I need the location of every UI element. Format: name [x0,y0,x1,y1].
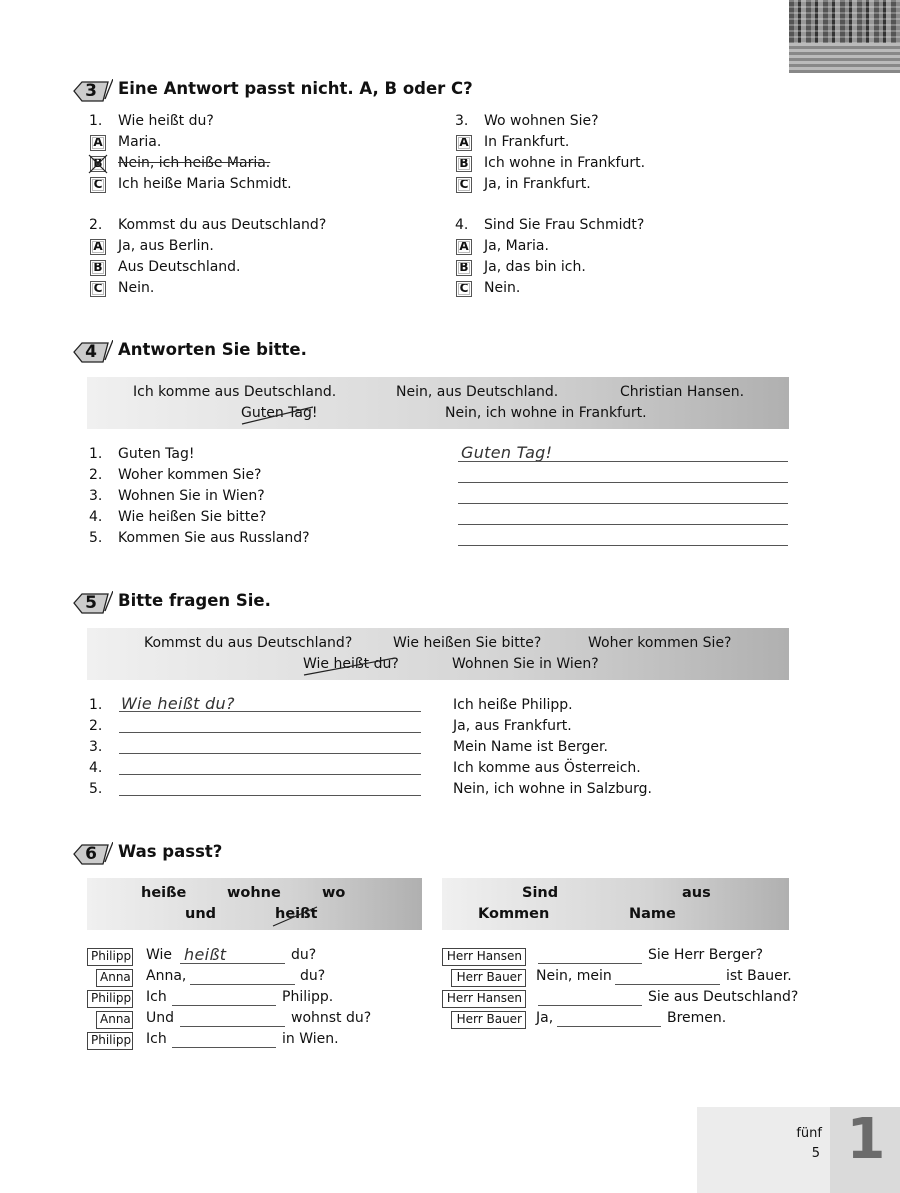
option-a[interactable]: A Ja, Maria. [455,236,795,257]
word-bank-item-used: heißt [275,906,318,922]
word-bank-item: Nein, aus Deutschland. [396,384,559,400]
word-bank-item-used: Wie heißt du? [303,656,399,672]
option-a[interactable]: A Ja, aus Berlin. [89,236,429,257]
strike-line-icon [239,405,319,427]
option-a-box[interactable]: A [90,135,106,151]
answer-handwritten: heißt [184,945,227,964]
option-b-box[interactable]: B [90,260,106,276]
footer-page-panel [697,1107,830,1193]
answer-line-3[interactable] [458,503,788,504]
word-bank-item: und [185,906,217,922]
speaker-tag: Herr Hansen [442,990,526,1008]
section-5-number-badge: 5 [73,591,113,615]
question-4: 4. Sind Sie Frau Schmidt? A Ja, Maria. B Ja, das bin ich. C Nein. [455,215,795,305]
section-4-word-bank [87,377,789,429]
blank-line[interactable] [557,1026,661,1027]
section-6-left-word-bank [87,878,422,930]
word-bank-item: wo [322,885,346,901]
blank-line[interactable] [180,963,285,964]
speaker-tag: Philipp [87,948,133,966]
section-6-right-word-bank [442,878,789,930]
answer-line-3[interactable] [119,753,421,754]
section-6-title: Was passt? [118,842,223,861]
option-c-box[interactable]: C [456,177,472,193]
speaker-tag: Anna [96,969,133,987]
answer-line-4[interactable] [119,774,421,775]
option-c-box[interactable]: C [456,281,472,297]
question-1: 1. Wie heißt du? A Maria. B Nein, ich heiße Maria. C Ich heiße Maria Schmidt. [89,111,429,201]
speaker-tag: Philipp [87,990,133,1008]
question-2: 2. Kommst du aus Deutschland? A Ja, aus Berlin. B Aus Deutschland. C Nein. [89,215,429,305]
question-3: 3. Wo wohnen Sie? A In Frankfurt. B Ich wohne in Frankfurt. C Ja, in Frankfurt. [455,111,795,201]
word-bank-item: Wie heißen Sie bitte? [393,635,542,651]
page-number-word: fünf [796,1126,822,1141]
word-bank-item: Woher kommen Sie? [588,635,732,651]
option-c[interactable]: C Ja, in Frankfurt. [455,174,795,195]
blank-line[interactable] [180,1026,285,1027]
word-bank-item: Nein, ich wohne in Frankfurt. [445,405,647,421]
section-3-number-badge: 3 [73,79,113,103]
option-b[interactable]: B Ich wohne in Frankfurt. [455,153,795,174]
chapter-number: 1 [846,1107,886,1172]
answer-line-1[interactable] [119,711,421,712]
option-c-box[interactable]: C [90,177,106,193]
section-4-questions: 1. Guten Tag! 2. Woher kommen Sie? 3. Wohnen Sie in Wien? 4. Wie heißen Sie bitte? 5. Kommen Sie aus Russland? [89,446,310,546]
strike-line-icon [301,656,401,678]
word-bank-item-used: Guten Tag! [241,405,318,421]
option-a[interactable]: A In Frankfurt. [455,132,795,153]
option-a-box[interactable]: A [90,239,106,255]
answer-line-2[interactable] [119,732,421,733]
answer-line-2[interactable] [458,482,788,483]
header-photo [789,0,900,73]
option-a-box[interactable]: A [456,135,472,151]
answer-handwritten: Wie heißt du? [121,694,235,713]
word-bank-item: Kommen [478,906,550,922]
cross-mark-icon [87,153,109,175]
word-bank-item: Name [629,906,676,922]
section-6-number-badge: 6 [73,842,113,866]
section-4-title: Antworten Sie bitte. [118,340,307,359]
word-bank-item: Sind [522,885,559,901]
blank-line[interactable] [538,1005,642,1006]
word-bank-item: Christian Hansen. [620,384,745,400]
blank-line[interactable] [172,1005,276,1006]
word-bank-item: heiße [141,885,187,901]
option-b[interactable]: B Ja, das bin ich. [455,257,795,278]
blank-line[interactable] [190,984,295,985]
section-5-numbers: 1. 2. 3. 4. 5. [89,697,103,797]
section-5-responses: Ich heiße Philipp. Ja, aus Frankfurt. Mein Name ist Berger. Ich komme aus Österreich. Nein, ich wohne in Salzburg. [453,697,653,797]
section-3-title: Eine Antwort passt nicht. A, B oder C? [118,79,473,98]
section-4-number-badge: 4 [73,340,113,364]
answer-line-4[interactable] [458,524,788,525]
answer-line-5[interactable] [458,545,788,546]
section-5-word-bank [87,628,789,680]
option-a[interactable]: A Maria. [89,132,429,153]
speaker-tag: Herr Bauer [451,969,526,987]
strike-line-icon [271,905,321,929]
word-bank-item: Ich komme aus Deutschland. [133,384,337,400]
option-a-box[interactable]: A [456,239,472,255]
answer-line-1[interactable] [458,461,788,462]
option-b[interactable]: B Aus Deutschland. [89,257,429,278]
speaker-tag: Herr Bauer [451,1011,526,1029]
word-bank-item: aus [682,885,711,901]
answer-line-5[interactable] [119,795,421,796]
option-c-box[interactable]: C [90,281,106,297]
word-bank-item: Kommst du aus Deutschland? [144,635,353,651]
speaker-tag: Herr Hansen [442,948,526,966]
option-b-box[interactable]: B [90,156,106,172]
answer-handwritten: Guten Tag! [461,443,553,462]
option-b-crossed[interactable]: B Nein, ich heiße Maria. [89,153,429,174]
speaker-tag: Philipp [87,1032,133,1050]
word-bank-item: Wohnen Sie in Wien? [452,656,599,672]
blank-line[interactable] [538,963,642,964]
blank-line[interactable] [615,984,720,985]
option-b-box[interactable]: B [456,156,472,172]
option-c[interactable]: C Ich heiße Maria Schmidt. [89,174,429,195]
option-b-box[interactable]: B [456,260,472,276]
section-5-title: Bitte fragen Sie. [118,591,271,610]
word-bank-item: wohne [227,885,281,901]
blank-line[interactable] [172,1047,276,1048]
option-c[interactable]: C Nein. [89,278,429,299]
option-c[interactable]: C Nein. [455,278,795,299]
page-number: 5 [811,1146,820,1161]
speaker-tag: Anna [96,1011,133,1029]
